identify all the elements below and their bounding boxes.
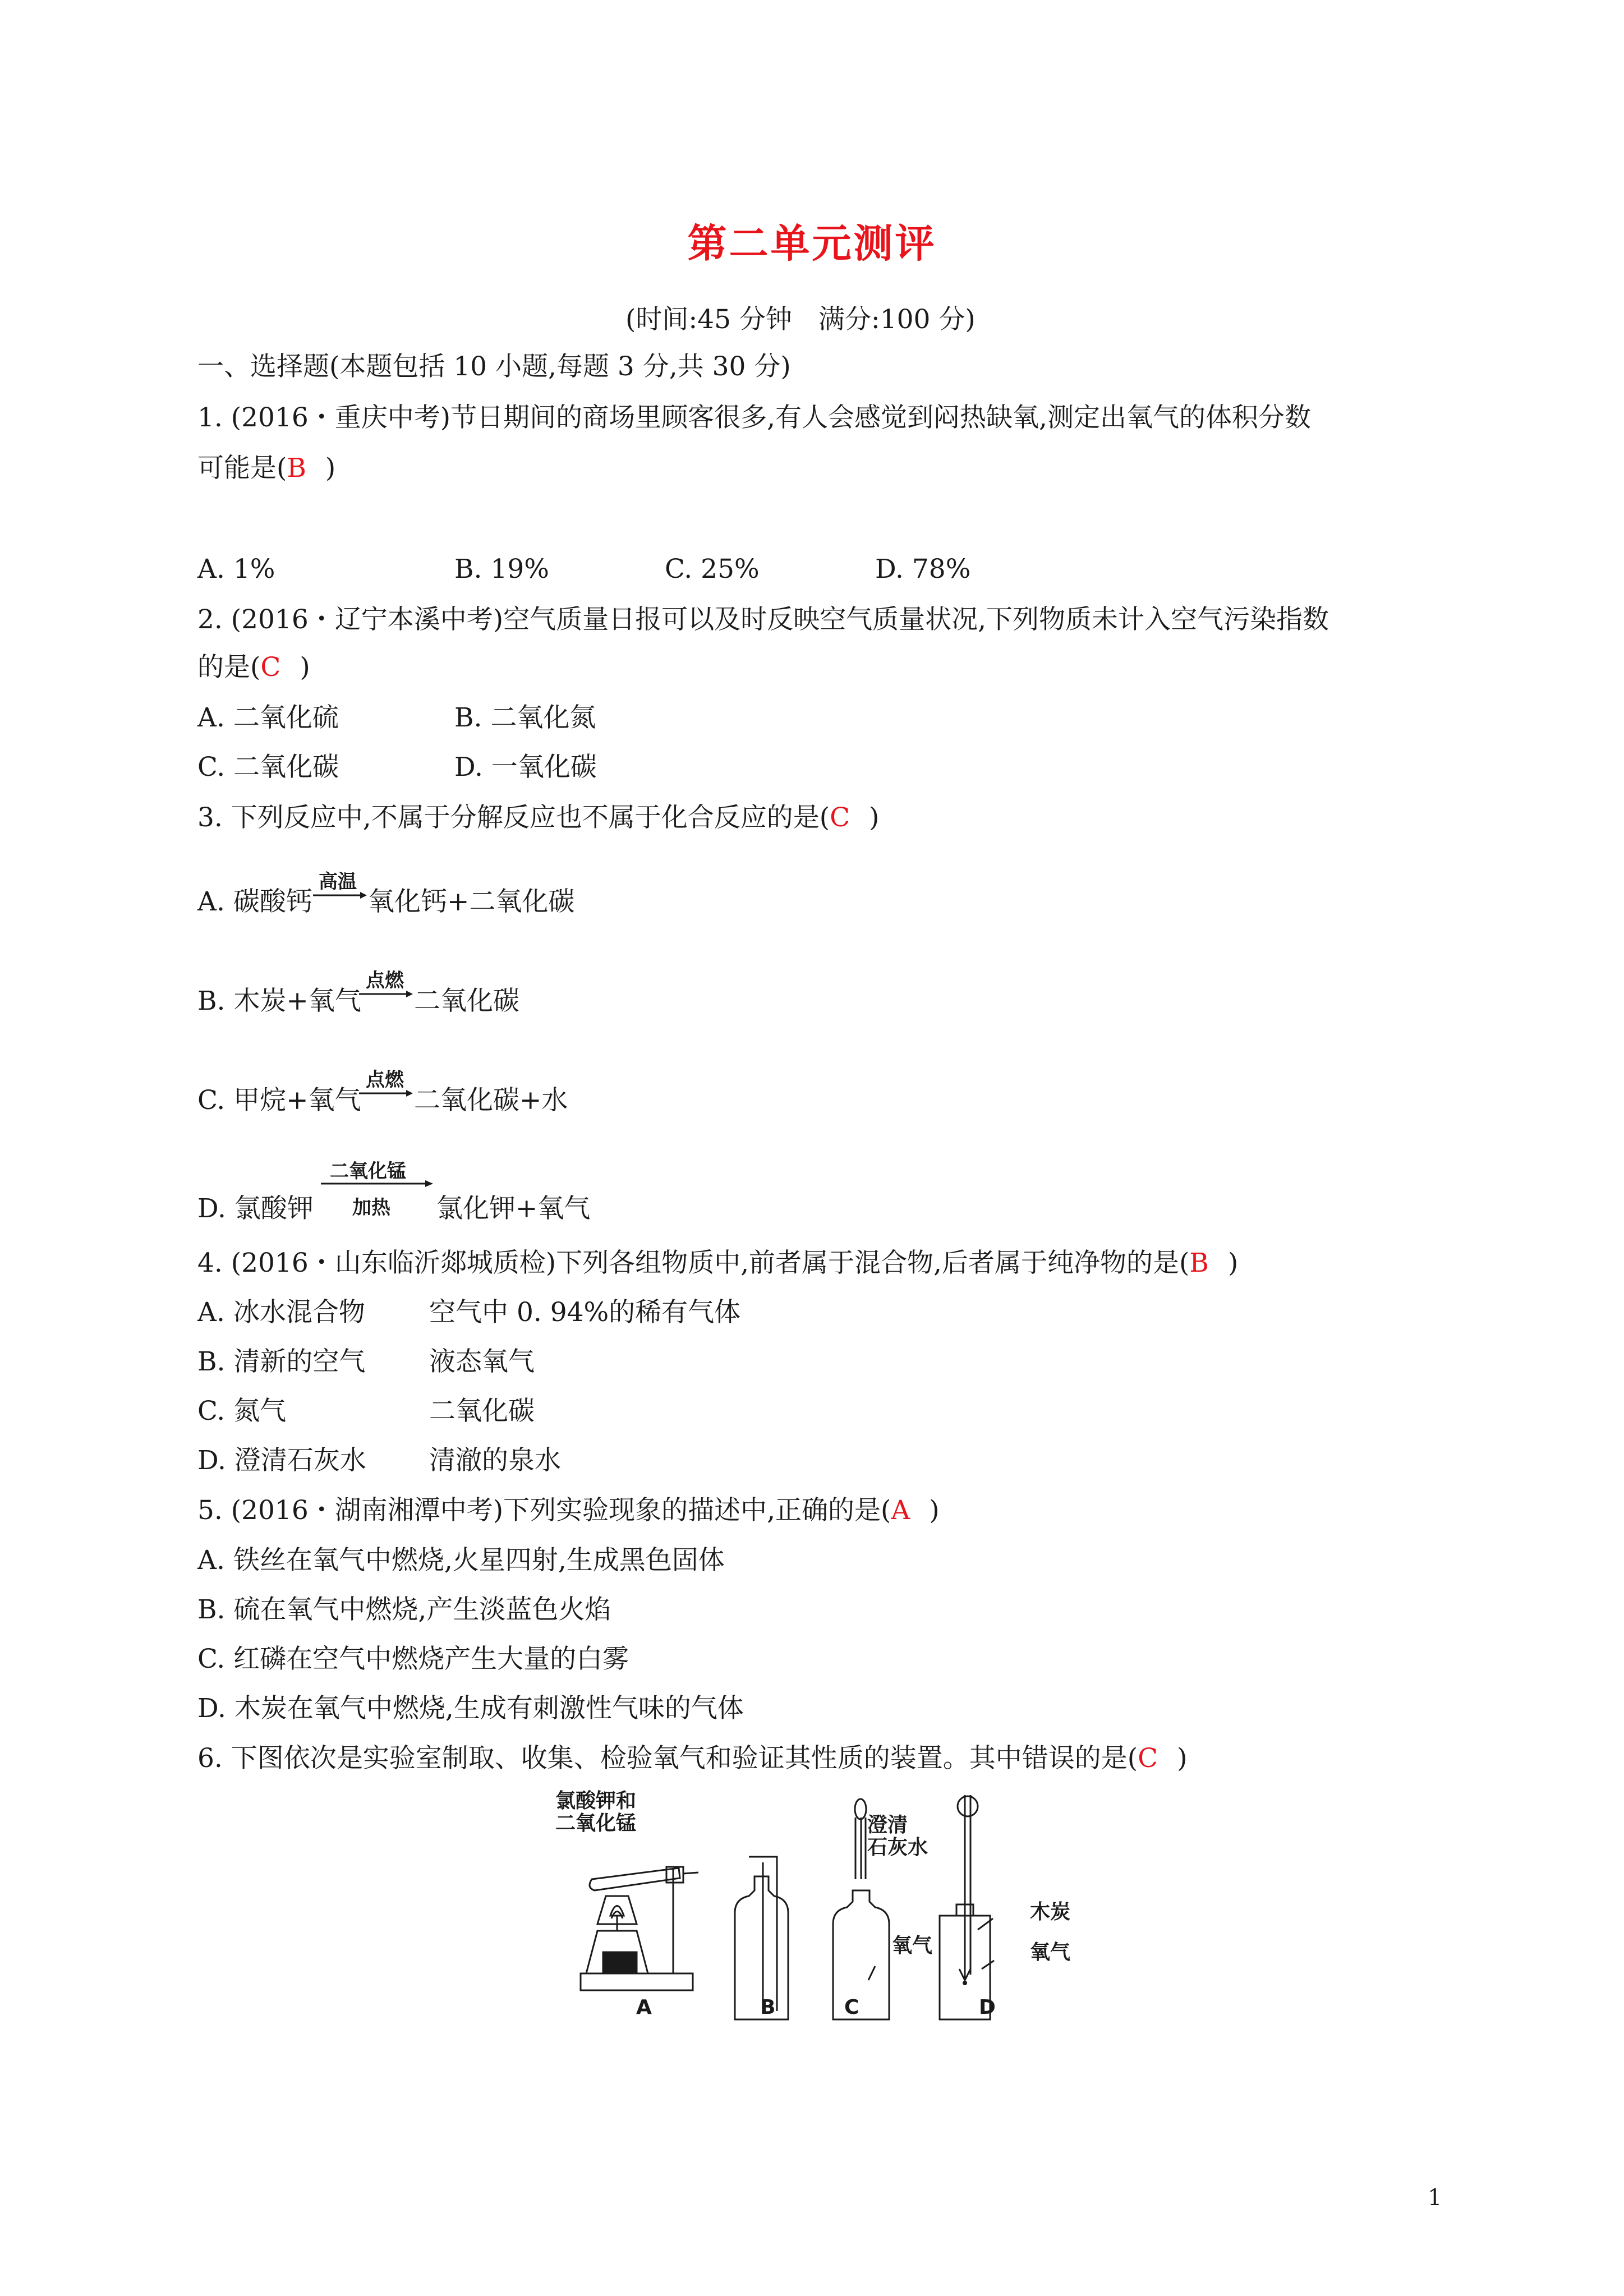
option-a: A. 1% [197,554,275,585]
question-2-stem: 2. (2016・辽宁本溪中考)空气质量日报可以及时反映空气质量状况,下列物质未计入空气污染指数 [197,604,1329,635]
figure-label-d: D [979,1996,996,2019]
question-5-stem: 5. (2016・湖南湘潭中考)下列实验现象的描述中,正确的是(A ) [197,1495,940,1526]
label-limewater-line2: 石灰水 [867,1836,928,1859]
dropper-bulb [855,1799,866,1819]
figure-label-b: B [760,1996,776,2019]
question-4-stem: 4. (2016・山东临沂郯城质检)下列各组物质中,前者属于混合物,后者属于纯净物的是(B ) [197,1248,1239,1278]
option-d-right: 氯化钾+氧气 [436,1193,591,1224]
question-1-stem: 1. (2016・重庆中考)节日期间的商场里顾客很多,有人会感觉到闷热缺氧,测定出氧气的体积分数 [197,402,1311,433]
answer-mark: A [891,1495,910,1526]
question-6-stem: 6. 下图依次是实验室制取、收集、检验氧气和验证其性质的装置。其中错误的是(C ) [197,1743,1188,1774]
option-d: D. 木炭在氧气中燃烧,生成有刺激性气味的气体 [197,1693,744,1724]
figure-label-a: A [636,1996,652,2019]
label-charcoal: 木炭 [1030,1901,1071,1924]
option-d: D. 澄清石灰水 [197,1445,366,1476]
label-oxygen-d: 氧气 [1030,1941,1071,1964]
answer-mark: C [830,802,850,833]
option-b: B. 清新的空气 [197,1346,366,1377]
page-title: 第二单元测评 [687,220,937,266]
lamp-wick [611,1912,623,1931]
option-b: B. 硫在氧气中燃烧,产生淡蓝色火焰 [197,1594,611,1625]
reaction-condition-bottom: 加热 [352,1197,390,1219]
option-a: A. 铁丝在氧气中燃烧,火星四射,生成黑色固体 [197,1545,725,1576]
option-c-second: 二氧化碳 [429,1396,535,1427]
tongs-handle [958,1796,978,1816]
reaction-condition: 高温 [319,871,357,893]
leader-line [982,1961,994,1969]
option-b: B. 19% [454,554,549,585]
reaction-arrow [359,988,413,1000]
option-d-left: D. 氯酸钾 [197,1193,314,1224]
section-heading: 一、选择题(本题包括 10 小题,每题 3 分,共 30 分) [197,351,791,382]
option-d-second: 清澈的泉水 [429,1445,561,1476]
exam-info: (时间:45 分钟 满分:100 分) [625,304,976,335]
question-2-stem-2: 的是(C ) [197,652,310,683]
charcoal [963,1981,967,1985]
reaction-arrow [321,1178,433,1189]
option-a: A. 冰水混合物 [197,1297,365,1328]
reaction-arrow [359,1088,413,1099]
option-d: D. 78% [875,554,971,585]
label-limewater-line1: 澄清 [867,1814,908,1837]
reaction-condition: 点燃 [366,1069,404,1091]
lamp-block [603,1952,637,1973]
answer-mark: C [1138,1743,1158,1774]
page-number: 1 [1428,2185,1442,2211]
leader-line [868,1966,875,1980]
reaction-arrow [313,890,367,901]
question-3-stem: 3. 下列反应中,不属于分解反应也不属于化合反应的是(C ) [197,802,880,833]
answer-mark: C [260,652,281,683]
option-a-second: 空气中 0. 94%的稀有气体 [429,1297,741,1328]
option-b-right: 二氧化碳 [414,986,519,1016]
stand-base [581,1973,693,1990]
option-c-right: 二氧化碳+水 [414,1085,568,1116]
option-c: C. 氮气 [197,1396,287,1427]
option-c: C. 二氧化碳 [197,752,339,783]
option-a: A. 二氧化硫 [197,702,339,733]
label-oxygen-c: 氧气 [892,1934,933,1957]
option-c: C. 红磷在空气中燃烧产生大量的白雾 [197,1644,629,1674]
option-b-second: 液态氧气 [429,1346,535,1377]
figure-label-c: C [844,1996,859,2019]
option-d: D. 一氧化碳 [454,752,597,783]
reaction-condition: 点燃 [366,969,404,992]
option-b: B. 二氧化氮 [454,702,596,733]
label-kclo3-line2: 二氧化锰 [555,1812,637,1835]
option-c: C. 25% [665,554,760,585]
answer-mark: B [1189,1248,1209,1278]
question-1-stem-2: 可能是(B ) [197,453,336,484]
option-a-right: 氧化钙+二氧化碳 [368,886,575,917]
option-b-left: B. 木炭+氧气 [197,986,361,1016]
option-c-left: C. 甲烷+氧气 [197,1085,361,1116]
label-kclo3-line1: 氯酸钾和 [555,1789,637,1812]
option-a-left: A. 碳酸钙 [197,886,312,917]
reaction-condition-top: 二氧化锰 [330,1160,406,1182]
gas-bottle-c [833,1890,889,2019]
answer-mark: B [287,453,306,484]
